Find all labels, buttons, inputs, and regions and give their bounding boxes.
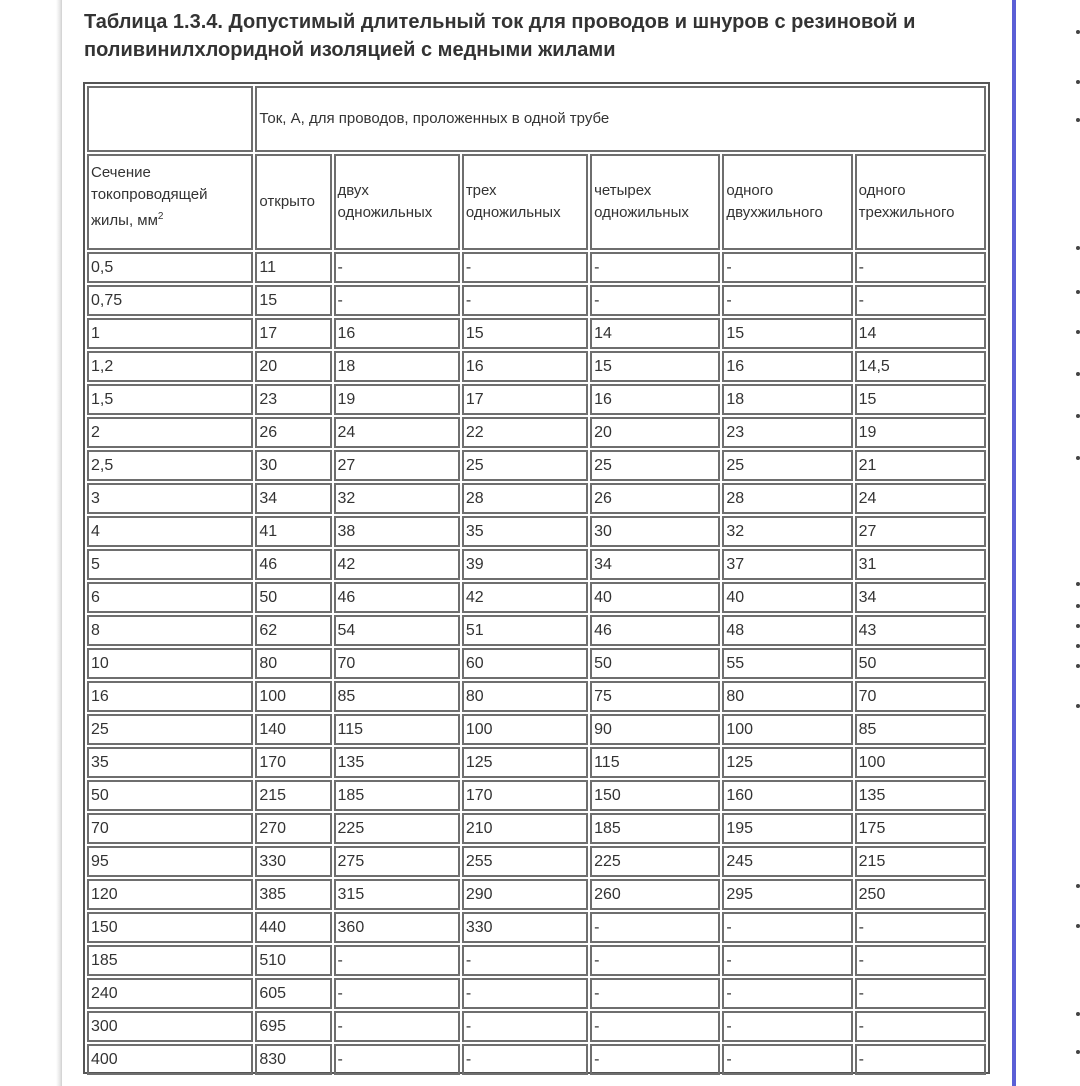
- cell-three-single: 35: [462, 516, 588, 547]
- cell-four-single: -: [590, 1044, 720, 1075]
- cell-open: 695: [255, 1011, 331, 1042]
- cell-two-single: 32: [334, 483, 460, 514]
- cell-open: 140: [255, 714, 331, 745]
- cell-open: 23: [255, 384, 331, 415]
- cell-one-twocore: -: [722, 252, 852, 283]
- cell-two-single: 16: [334, 318, 460, 349]
- cell-three-single: 16: [462, 351, 588, 382]
- cell-one-threecore: 50: [855, 648, 986, 679]
- cell-two-single: 115: [334, 714, 460, 745]
- section-header: [87, 154, 253, 250]
- cell-three-single: -: [462, 945, 588, 976]
- cell-two-single: 19: [334, 384, 460, 415]
- cell-one-twocore: -: [722, 912, 852, 943]
- cell-one-twocore: 16: [722, 351, 852, 382]
- sidebar-bullet-icon: [1076, 624, 1080, 628]
- cell-four-single: 115: [590, 747, 720, 778]
- cell-section: 5: [87, 549, 253, 580]
- sidebar-bullet-icon: [1076, 644, 1080, 648]
- cell-two-single: -: [334, 285, 460, 316]
- cell-two-single: 54: [334, 615, 460, 646]
- cell-three-single: 125: [462, 747, 588, 778]
- col-header-open: открыто: [255, 154, 331, 250]
- cell-two-single: 18: [334, 351, 460, 382]
- cell-open: 100: [255, 681, 331, 712]
- cell-one-twocore: 25: [722, 450, 852, 481]
- cell-one-threecore: -: [855, 1044, 986, 1075]
- cell-two-single: 185: [334, 780, 460, 811]
- cell-three-single: -: [462, 978, 588, 1009]
- cell-open: 62: [255, 615, 331, 646]
- table-row: [87, 780, 986, 811]
- table-row: [87, 714, 986, 745]
- table-row: [87, 813, 986, 844]
- cell-two-single: 135: [334, 747, 460, 778]
- cell-one-threecore: -: [855, 978, 986, 1009]
- cell-open: 50: [255, 582, 331, 613]
- sidebar-bullet-icon: [1076, 290, 1080, 294]
- table-row: [87, 1044, 986, 1075]
- cell-three-single: 255: [462, 846, 588, 877]
- sidebar-bullet-icon: [1076, 372, 1080, 376]
- table-row: [87, 549, 986, 580]
- table-row: [87, 648, 986, 679]
- table-row: [87, 318, 986, 349]
- cell-one-twocore: 80: [722, 681, 852, 712]
- cell-open: 170: [255, 747, 331, 778]
- cell-two-single: 315: [334, 879, 460, 910]
- cell-one-threecore: 15: [855, 384, 986, 415]
- cell-one-threecore: 24: [855, 483, 986, 514]
- cell-one-threecore: -: [855, 912, 986, 943]
- sidebar-bullet-icon: [1076, 582, 1080, 586]
- cell-one-threecore: 175: [855, 813, 986, 844]
- table-row: [87, 681, 986, 712]
- cell-open: 830: [255, 1044, 331, 1075]
- cell-one-threecore: -: [855, 285, 986, 316]
- cell-four-single: 16: [590, 384, 720, 415]
- cell-four-single: -: [590, 285, 720, 316]
- cell-section: 1: [87, 318, 253, 349]
- cell-two-single: 225: [334, 813, 460, 844]
- cell-section: 70: [87, 813, 253, 844]
- cell-two-single: -: [334, 945, 460, 976]
- table-row: [87, 384, 986, 415]
- cell-two-single: 275: [334, 846, 460, 877]
- cell-four-single: 260: [590, 879, 720, 910]
- table-row: [87, 351, 986, 382]
- cell-section: 185: [87, 945, 253, 976]
- cell-three-single: 290: [462, 879, 588, 910]
- cell-two-single: -: [334, 1044, 460, 1075]
- cell-one-threecore: 215: [855, 846, 986, 877]
- table-row: [87, 945, 986, 976]
- cell-three-single: 17: [462, 384, 588, 415]
- cell-section: 95: [87, 846, 253, 877]
- cell-one-threecore: 14: [855, 318, 986, 349]
- cell-open: 440: [255, 912, 331, 943]
- cell-section: 300: [87, 1011, 253, 1042]
- cell-three-single: 15: [462, 318, 588, 349]
- cell-open: 34: [255, 483, 331, 514]
- table-row: [87, 582, 986, 613]
- sidebar-bullet-icon: [1076, 704, 1080, 708]
- table-row: [87, 285, 986, 316]
- cell-open: 510: [255, 945, 331, 976]
- cell-one-threecore: -: [855, 945, 986, 976]
- table-row: [87, 879, 986, 910]
- section-header-sup: 2: [157, 211, 164, 222]
- cell-section: 120: [87, 879, 253, 910]
- cell-four-single: 14: [590, 318, 720, 349]
- cell-one-threecore: 250: [855, 879, 986, 910]
- cell-open: 15: [255, 285, 331, 316]
- cell-one-twocore: 195: [722, 813, 852, 844]
- cell-section: 25: [87, 714, 253, 745]
- sidebar-bullet-icon: [1076, 246, 1080, 250]
- col-header-two-single: двух одножильных: [334, 154, 460, 250]
- cell-two-single: 42: [334, 549, 460, 580]
- cell-open: 41: [255, 516, 331, 547]
- cell-section: 8: [87, 615, 253, 646]
- cell-three-single: -: [462, 285, 588, 316]
- col-header-four-single: четырех одножильных: [590, 154, 720, 250]
- col-header-one-threecore: одного трехжильного: [855, 154, 986, 250]
- cell-one-twocore: 245: [722, 846, 852, 877]
- cell-open: 80: [255, 648, 331, 679]
- cell-three-single: 51: [462, 615, 588, 646]
- cell-section: 400: [87, 1044, 253, 1075]
- cell-three-single: 42: [462, 582, 588, 613]
- cell-three-single: 22: [462, 417, 588, 448]
- cell-one-threecore: 14,5: [855, 351, 986, 382]
- header-empty-cell: [87, 86, 253, 152]
- cell-four-single: 150: [590, 780, 720, 811]
- sidebar-bullet-icon: [1076, 884, 1080, 888]
- cell-four-single: -: [590, 978, 720, 1009]
- sidebar-bullet-icon: [1076, 456, 1080, 460]
- cell-two-single: 38: [334, 516, 460, 547]
- cell-open: 46: [255, 549, 331, 580]
- cell-section: 10: [87, 648, 253, 679]
- cell-section: 150: [87, 912, 253, 943]
- cell-one-threecore: 27: [855, 516, 986, 547]
- cell-four-single: 90: [590, 714, 720, 745]
- cell-four-single: -: [590, 252, 720, 283]
- cell-three-single: 80: [462, 681, 588, 712]
- cell-three-single: -: [462, 252, 588, 283]
- cell-one-threecore: 21: [855, 450, 986, 481]
- cell-three-single: -: [462, 1011, 588, 1042]
- cell-four-single: 15: [590, 351, 720, 382]
- sidebar-bullet-icon: [1076, 414, 1080, 418]
- cell-four-single: 34: [590, 549, 720, 580]
- cell-three-single: 25: [462, 450, 588, 481]
- cell-open: 30: [255, 450, 331, 481]
- cell-three-single: 28: [462, 483, 588, 514]
- sidebar-bullet-icon: [1076, 330, 1080, 334]
- cell-one-twocore: 48: [722, 615, 852, 646]
- cell-one-twocore: 32: [722, 516, 852, 547]
- cell-section: 0,75: [87, 285, 253, 316]
- cell-one-twocore: 125: [722, 747, 852, 778]
- cell-one-threecore: 43: [855, 615, 986, 646]
- cell-three-single: 60: [462, 648, 588, 679]
- cell-three-single: 39: [462, 549, 588, 580]
- cell-open: 17: [255, 318, 331, 349]
- cell-two-single: 24: [334, 417, 460, 448]
- table-row: [87, 417, 986, 448]
- cell-four-single: 40: [590, 582, 720, 613]
- cell-section: 3: [87, 483, 253, 514]
- col-header-one-twocore: одного двухжильного: [722, 154, 852, 250]
- table-row: [87, 615, 986, 646]
- cell-one-twocore: 160: [722, 780, 852, 811]
- cell-one-twocore: 28: [722, 483, 852, 514]
- cell-one-threecore: 100: [855, 747, 986, 778]
- cell-section: 6: [87, 582, 253, 613]
- cell-four-single: 50: [590, 648, 720, 679]
- cell-four-single: 26: [590, 483, 720, 514]
- cell-four-single: 75: [590, 681, 720, 712]
- cell-four-single: 30: [590, 516, 720, 547]
- col-header-three-single: трех одножильных: [462, 154, 588, 250]
- cell-two-single: -: [334, 1011, 460, 1042]
- cell-one-threecore: 19: [855, 417, 986, 448]
- header-row-1: [87, 86, 986, 152]
- cell-four-single: 46: [590, 615, 720, 646]
- cell-two-single: 85: [334, 681, 460, 712]
- cell-section: 16: [87, 681, 253, 712]
- cell-one-threecore: -: [855, 1011, 986, 1042]
- section-header-label: Сечение токопроводящей жилы, мм: [91, 164, 208, 229]
- cell-open: 11: [255, 252, 331, 283]
- cell-one-threecore: 70: [855, 681, 986, 712]
- cell-open: 26: [255, 417, 331, 448]
- sidebar-bullet-icon: [1076, 80, 1080, 84]
- cell-one-twocore: 40: [722, 582, 852, 613]
- cell-one-twocore: -: [722, 285, 852, 316]
- table-row: [87, 846, 986, 877]
- cell-open: 385: [255, 879, 331, 910]
- cell-four-single: -: [590, 912, 720, 943]
- cell-one-twocore: -: [722, 945, 852, 976]
- cell-one-twocore: 100: [722, 714, 852, 745]
- cell-one-threecore: -: [855, 252, 986, 283]
- cell-section: 2: [87, 417, 253, 448]
- table-row: [87, 516, 986, 547]
- cell-four-single: 225: [590, 846, 720, 877]
- cell-two-single: 27: [334, 450, 460, 481]
- cell-three-single: 210: [462, 813, 588, 844]
- cell-open: 330: [255, 846, 331, 877]
- cell-one-twocore: 37: [722, 549, 852, 580]
- cell-three-single: 330: [462, 912, 588, 943]
- cell-three-single: 100: [462, 714, 588, 745]
- cell-one-threecore: 31: [855, 549, 986, 580]
- table-title: Таблица 1.3.4. Допустимый длительный ток для проводов и шнуров с резиновой и поливинилхлоридной изоляцией с медными жилами: [84, 11, 916, 61]
- cell-one-threecore: 135: [855, 780, 986, 811]
- cell-four-single: 25: [590, 450, 720, 481]
- sidebar-bullet-icon: [1076, 664, 1080, 668]
- cell-one-twocore: -: [722, 1011, 852, 1042]
- cell-two-single: 360: [334, 912, 460, 943]
- sidebar-bullet-icon: [1076, 604, 1080, 608]
- cell-four-single: -: [590, 945, 720, 976]
- sidebar-bullet-icon: [1076, 924, 1080, 928]
- cell-two-single: 46: [334, 582, 460, 613]
- cell-section: 1,5: [87, 384, 253, 415]
- cell-section: 4: [87, 516, 253, 547]
- table-row: [87, 912, 986, 943]
- table-row: [87, 483, 986, 514]
- cell-two-single: -: [334, 252, 460, 283]
- cell-section: 35: [87, 747, 253, 778]
- header-row-2: [87, 154, 986, 250]
- cell-section: 0,5: [87, 252, 253, 283]
- cell-one-twocore: -: [722, 1044, 852, 1075]
- sidebar-bullet-icon: [1076, 1050, 1080, 1054]
- cell-four-single: -: [590, 1011, 720, 1042]
- current-header: Ток, А, для проводов, проложенных в одной трубе: [255, 86, 986, 152]
- cell-one-threecore: 34: [855, 582, 986, 613]
- sidebar-bullet-icon: [1076, 118, 1080, 122]
- cell-open: 270: [255, 813, 331, 844]
- cell-one-twocore: -: [722, 978, 852, 1009]
- left-gutter: [0, 0, 62, 1086]
- sidebar-bullet-icon: [1076, 30, 1080, 34]
- table-row: [87, 252, 986, 283]
- cell-four-single: 185: [590, 813, 720, 844]
- cell-one-twocore: 15: [722, 318, 852, 349]
- cell-section: 1,2: [87, 351, 253, 382]
- table-row: [87, 450, 986, 481]
- cell-one-twocore: 18: [722, 384, 852, 415]
- cell-open: 605: [255, 978, 331, 1009]
- cell-section: 50: [87, 780, 253, 811]
- cell-one-threecore: 85: [855, 714, 986, 745]
- cell-open: 215: [255, 780, 331, 811]
- right-sidebar: [1016, 0, 1080, 1086]
- cell-two-single: 70: [334, 648, 460, 679]
- cell-open: 20: [255, 351, 331, 382]
- cell-section: 240: [87, 978, 253, 1009]
- cell-one-twocore: 295: [722, 879, 852, 910]
- sidebar-bullet-icon: [1076, 1012, 1080, 1016]
- cell-one-twocore: 55: [722, 648, 852, 679]
- cell-two-single: -: [334, 978, 460, 1009]
- table-row: [87, 978, 986, 1009]
- cell-three-single: 170: [462, 780, 588, 811]
- table-row: [87, 747, 986, 778]
- table-row: [87, 1011, 986, 1042]
- cell-three-single: -: [462, 1044, 588, 1075]
- cell-four-single: 20: [590, 417, 720, 448]
- cell-section: 2,5: [87, 450, 253, 481]
- cell-one-twocore: 23: [722, 417, 852, 448]
- current-table: [85, 84, 988, 1077]
